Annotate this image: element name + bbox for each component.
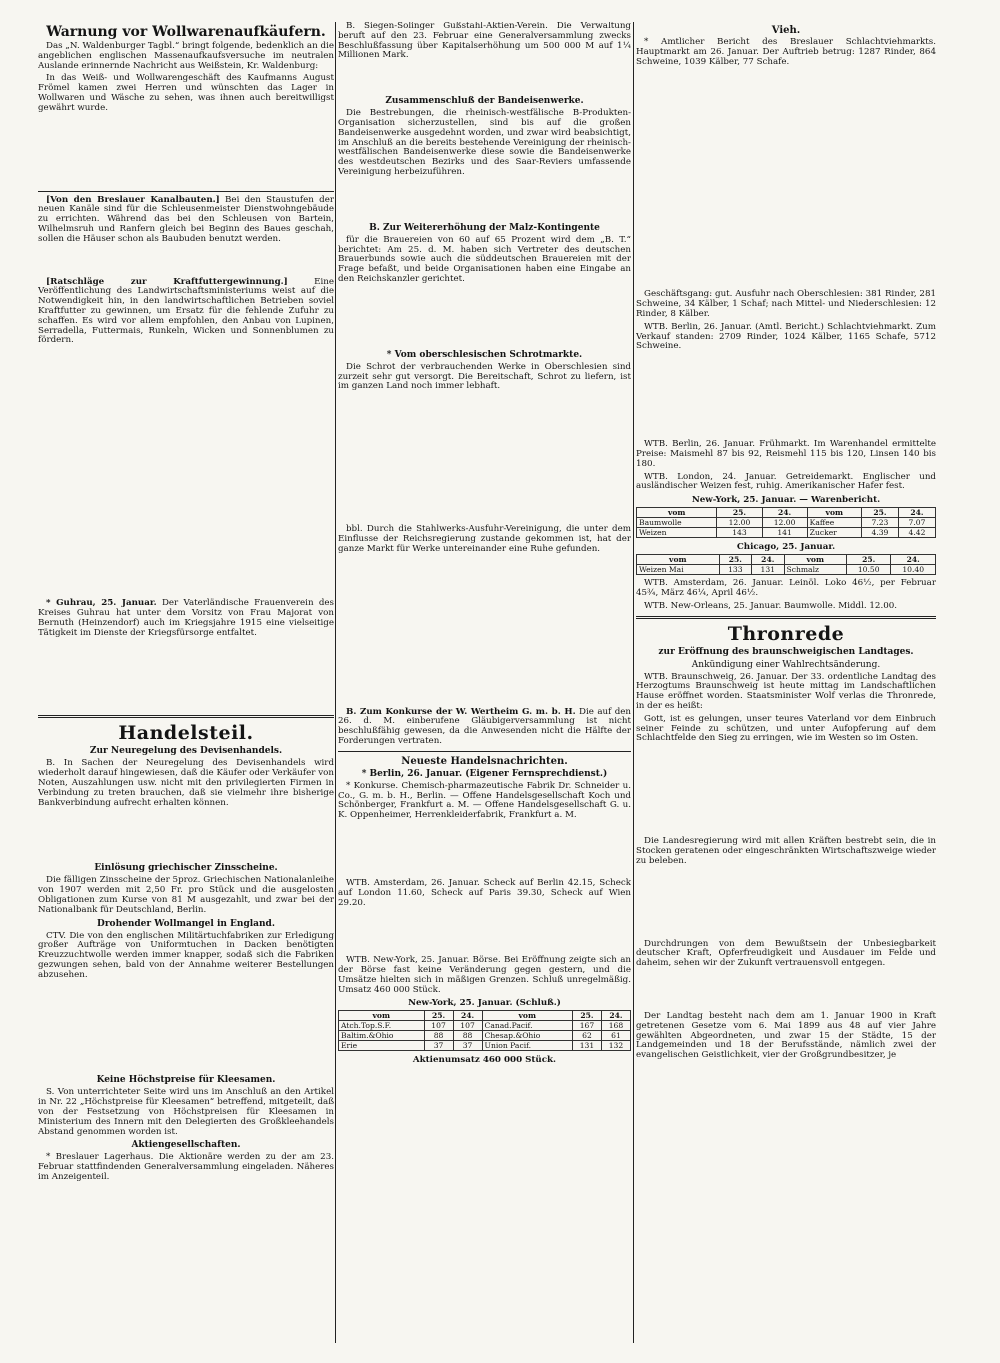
subheading: Zur Neuregelung des Devisenhandels.: [89, 746, 283, 757]
text-block: [338, 395, 631, 525]
subheading: Drohender Wollmangel in England.: [97, 918, 275, 929]
article-paragraph: [Von den Breslauer Kanalbauten.] Bei den Staustufen der neuen Kanäle sind für die Schleusenmeister Dienstwohngebäude zu errichten. Während das bei den Schleusen von Bartein, Wilhelmsruh und Ranfern gleich bei Beginn des Baues geschah, sollen die Häuser schon als Baubuden benutzt werden.: [38, 194, 334, 244]
article-paragraph: WTB. Braunschweig, 26. Januar. Der 33. ordentliche Landtag des Herzogtums Braunschweig ist heute mittag im Landschaftlichen Hause eröffnet worden. Staatsminister Wolf verlas die Thronrede, in der es heißt:: [636, 671, 936, 711]
divider: [636, 616, 936, 619]
article-paragraph: WTB. Amsterdam, 26. Januar. Scheck auf Berlin 42.15, Scheck auf London 11.60, Scheck auf Paris 39.30, Scheck auf Wien 29.20.: [338, 877, 631, 908]
subheading: B. Zur Weitererhöhung der Malz-Kontingente: [369, 222, 600, 233]
ny-commodity-table: vom 25. 24. vom 25. 24. Baumwolle 12.00 12.00 Kaffee 7.23 7.07 Weizen 143 141 Zucker 4.39 4.42: [636, 507, 936, 538]
divider: [38, 715, 334, 718]
section-heading-neueste: Neueste Handelsnachrichten.: [401, 755, 568, 767]
article-paragraph: Gott, ist es gelungen, unser teures Vaterland vor dem Einbruch seiner Feinde zu schützen, und unter Aufopferung auf dem Schlachtfelde den Sieg zu erringen, wie im Westen so im Osten.: [636, 713, 936, 744]
column-right: [636, 22, 936, 1343]
text-block: [338, 64, 631, 94]
article-paragraph: * Guhrau, 25. Januar. Der Vaterländische Frauenverein des Kreises Guhrau hat unter dem Vorsitz von Frau Majorat von Bernuth (Heinzendorf) auch im Kriegsjahre 1915 eine vielseitige Tätigkeit im Dienste der Kriegsfürsorge entfaltet.: [38, 598, 334, 638]
stock-table: vom 25. 24. vom 25. 24. Atch.Top.S.F. 107 107 Canad.Pacif. 167 168 Baltim.&Ohio 88 88 Chesap.&Ohio 62 61 Erie 37 37 Union Pacif. 131 132: [338, 1010, 631, 1051]
text-block: [636, 70, 936, 290]
article-paragraph: Die Schrot der verbrauchenden Werke in Oberschlesien sind zurzeit sehr gut versorgt. Die Bereitschaft, Schrot zu liefern, ist im ganzen Land noch immer lebhaft.: [338, 361, 631, 392]
article-paragraph: WTB. New-Orleans, 25. Januar. Baumwolle. Middl. 12.00.: [644, 600, 898, 611]
article-paragraph: Der Landtag besteht nach dem am 1. Januar 1900 in Kraft getretenen Gesetze vom 6. Mai 1899 aus 48 auf vier Jahre gewählten Abgeordneten, und zwar 15 der Städte, 15 der Landgemeinden und 18 der Berufsstände, nämlich zwei der evangelischen Geistlichkeit, vier der Großgrundbesitzer, je: [636, 1010, 936, 1061]
article-paragraph: Die fälligen Zinsscheine der 5proz. Griechischen Nationalanleihe von 1907 werden mit 2,50 Fr. pro Stück und die ausgelosten Obligationen zum Kurse von 81 M ausgezahlt, und zwar bei der Nationalbank für Deutschland, Berlin.: [38, 875, 334, 915]
article-paragraph: WTB. London, 24. Januar. Getreidemarkt. Englischer und ausländischer Weizen fest, ruhig. Amerikanischer Hafer fest.: [636, 471, 936, 492]
section-heading-vieh: Vieh.: [771, 25, 801, 36]
table-caption: New-York, 25. Januar. (Schluß.): [408, 998, 561, 1009]
subheading: zur Eröffnung des braunschweigischen Landtages.: [658, 646, 914, 657]
article-heading-wollwaren: Warnung vor Wollwarenaufkäufern.: [46, 24, 326, 40]
column-middle: [338, 22, 631, 1343]
text-block: [338, 181, 631, 221]
article-paragraph: * Konkurse. Chemisch-pharmazeutische Fabrik Dr. Schneider u. Co., G. m. b. H., Berlin. — Offene Handelsgesellschaft Koch und Schönberger, Frankfurt a. M. — Offene Handelsgesellschaft G. u. K. Oppenheimer, Herrenkleiderfabrik, Frankfurt a. M.: [338, 780, 631, 821]
article-paragraph: WTB. Berlin, 26. Januar. (Amtl. Bericht.) Schlachtviehmarkt. Zum Verkauf standen: 2709 Rinder, 1024 Kälber, 1165 Schafe, 5712 Schweine.: [636, 321, 936, 352]
column-rule: [335, 22, 336, 1343]
table-caption: Chicago, 25. Januar.: [736, 542, 836, 553]
subheading: Zusammenschluß der Bandeisenwerke.: [385, 96, 584, 107]
subheading: Ankündigung einer Wahlrechtsänderung.: [691, 659, 881, 670]
text-block: [636, 747, 936, 837]
table-footer: Aktienumsatz 460 000 Stück.: [412, 1055, 557, 1066]
column-left: [38, 22, 334, 1343]
text-block: [636, 972, 936, 1012]
article-paragraph: [Ratschläge zur Kraftfuttergewinnung.] Eine Veröffentlichung des Landwirtschaftsministeriums weist auf die Notwendigkeit hin, in den landwirtschaftlichen Betrieben soviel Kraftfutter zu gewinnen, um Ersatz für die fehlende Zufuhr zu schaffen. Es wird vor allem empfohlen, den Anbau von Lupinen, Serradella, Futtermais, Runkeln, Wicken und Sonnenblumen zu fördern.: [38, 276, 334, 346]
chicago-table: vom 25. 24. vom 25. 24. Weizen Mai 133 131 Schmalz 10.50 10.40: [636, 554, 936, 575]
article-paragraph: für die Brauereien von 60 auf 65 Prozent wird dem „B. T.“ berichtet: Am 25. d. M. haben sich Vertreter des deutschen Brauerbunds sowie auch die süddeutschen Brauereien mit der Frage befaßt, und beide Organisationen haben eine Eingabe an den Reichskanzler gerichtet.: [338, 234, 631, 284]
article-paragraph: CTV. Die von den englischen Militärtuchfabriken zur Erledigung großer Aufträge von Uniformtuchen in Dacken benötigten Kreuzzuchtwolle werden immer knapper, sodaß sich die Fabriken gezwungen sehen, bald von der Annahme weiterer Bestellungen abzusehen.: [38, 930, 334, 980]
article-paragraph: * Amtlicher Bericht des Breslauer Schlachtviehmarkts. Hauptmarkt am 26. Januar. Der Auftrieb betrug: 1287 Rinder, 864 Schweine, 1039 Kälber, 77 Schafe.: [636, 37, 936, 67]
article-paragraph: B. Zum Konkurse der W. Wertheim G. m. b. H. Die auf den 26. d. M. einberufene Gläubigerversammlung ist nicht beschlußfähig gewesen, da die Anwesenden nicht die Hälfte der Forderungen vertraten.: [338, 706, 631, 746]
text-block: [338, 288, 631, 348]
article-paragraph: Geschäftsgang: gut. Ausfuhr nach Oberschlesien: 381 Rinder, 281 Schweine, 34 Kälber, 1 Schaf; nach Mittel- und Niederschlesien: 12 Rinder, 8 Kälber.: [636, 289, 936, 319]
section-heading-handelsteil: Handelsteil.: [118, 722, 254, 745]
article-paragraph: WTB. New-York, 25. Januar. Börse. Bei Eröffnung zeigte sich an der Börse fast keine Veränderung gegen gestern, und die Umsätze hielten sich in mäßigen Grenzen. Schluß unregelmäßig. Umsatz 460 000 Stück.: [338, 955, 631, 995]
text-block: [38, 641, 334, 711]
text-block: [38, 983, 334, 1073]
text-block: [338, 824, 631, 879]
text-block: [338, 911, 631, 956]
article-paragraph: B. Siegen-Solinger Gußstahl-Aktien-Verein. Die Verwaltung beruft auf den 23. Februar eine Generalversammlung zwecks Beschlußfassung über Kapitalserhöhung um 500 000 M auf 1¼ Millionen Mark.: [338, 22, 631, 61]
text-block: [38, 117, 334, 187]
text-block: [636, 870, 936, 940]
subheading: * Vom oberschlesischen Schrotmarkte.: [386, 349, 583, 360]
subheading: Aktiengesellschaften.: [131, 1140, 241, 1151]
subheading: * Berlin, 26. Januar. (Eigener Fernsprechdienst.): [361, 768, 608, 779]
text-block: [38, 349, 334, 599]
text-block: [38, 811, 334, 861]
text-block: [636, 355, 936, 440]
article-paragraph: Die Bestrebungen, die rheinisch-westfälische B-Produkten-Organisation sicherzustellen, sind bis auf die großen Bandeisenwerke ausgedehnt worden, und zwar wird beabsichtigt, im Anschluß an die bereits bestehende Vereinigung der rheinisch-westfälischen Bandeisenwerke diese sowie die Bandeisenwerke des westdeutschen Bezirks und des Saar-Reviers umfassende Vereinigung herbeizuführen.: [338, 108, 631, 177]
subheading: Einlösung griechischer Zinsscheine.: [94, 863, 278, 874]
article-paragraph: bbl. Durch die Stahlwerks-Ausfuhr-Vereinigung, die unter dem Einflusse der Reichsregierung zustande gekommen ist, hat der ganze Markt für Werke untereinander eine Ruhe gefunden.: [338, 524, 631, 554]
section-heading-thronrede: Thronrede: [727, 622, 845, 645]
article-paragraph: WTB. Berlin, 26. Januar. Frühmarkt. Im Warenhandel ermittelte Preise: Maismehl 87 bis 92, Reismehl 115 bis 120, Linsen 140 bis 180.: [636, 439, 936, 469]
column-rule: [633, 22, 634, 1343]
article-paragraph: B. In Sachen der Neuregelung des Devisenhandels wird wiederholt darauf hingewiesen, daß die Käufer oder Verkäufer von Noten, Auszahlungen usw. nicht mit den privilegierten Firmen in Verbindung zu treten brauchen, daß sie vielmehr ihre bisherige Bankverbindung aufrecht erhalten können.: [38, 758, 334, 808]
article-paragraph: WTB. Amsterdam, 26. Januar. Leinöl. Loko 46½, per Februar 45¾, März 46¼, April 46½.: [636, 578, 936, 598]
article-paragraph: Das „N. Waldenburger Tagbl.“ bringt folgende, bedenklich an die angeblichen englischen Massenaufkaufsversuche im neutralen Auslande erinnernde Nachricht aus Weißstein, Kr. Waldenburg:: [38, 41, 334, 71]
article-paragraph: Die Landesregierung wird mit allen Kräften bestrebt sein, die in Stocken geratenen oder eingeschränkten Wirtschaftszweige wieder zu beleben.: [636, 836, 936, 866]
article-paragraph: S. Von unterrichteter Seite wird uns im Anschluß an den Artikel in Nr. 22 „Höchstpreise für Kleesamen“ betreffend, mitgeteilt, daß von der Festsetzung von Höchstpreisen für Kleesamen in Ministerium des Innern mit den Delegierten des Großkleehandels Abstand genommen worden ist.: [38, 1087, 334, 1137]
subheading: Keine Höchstpreise für Kleesamen.: [96, 1075, 276, 1086]
article-paragraph: * Breslauer Lagerhaus. Die Aktionäre werden zu der am 23. Februar stattfindenden Generalversammlung eingeladen. Näheres im Anzeigenteil.: [38, 1152, 334, 1183]
text-block: [338, 558, 631, 708]
table-caption: New-York, 25. Januar. — Warenbericht.: [691, 495, 881, 506]
text-block: [38, 248, 334, 278]
divider: [338, 751, 631, 752]
article-paragraph: Durchdrungen von dem Bewußtsein der Unbesiegbarkeit deutscher Kraft, Opferfreudigkeit und Ausdauer im Felde und daheim, sehen wir der Zukunft vertrauensvoll entgegen.: [636, 938, 936, 969]
divider: [38, 191, 334, 192]
article-paragraph: In das Weiß- und Wollwarengeschäft des Kaufmanns August Frömel kamen zwei Herren und wünschten das Lager in Wollwaren und Wäsche zu sehen, was ihnen auch bereitwilligst gewährt wurde.: [38, 73, 334, 113]
